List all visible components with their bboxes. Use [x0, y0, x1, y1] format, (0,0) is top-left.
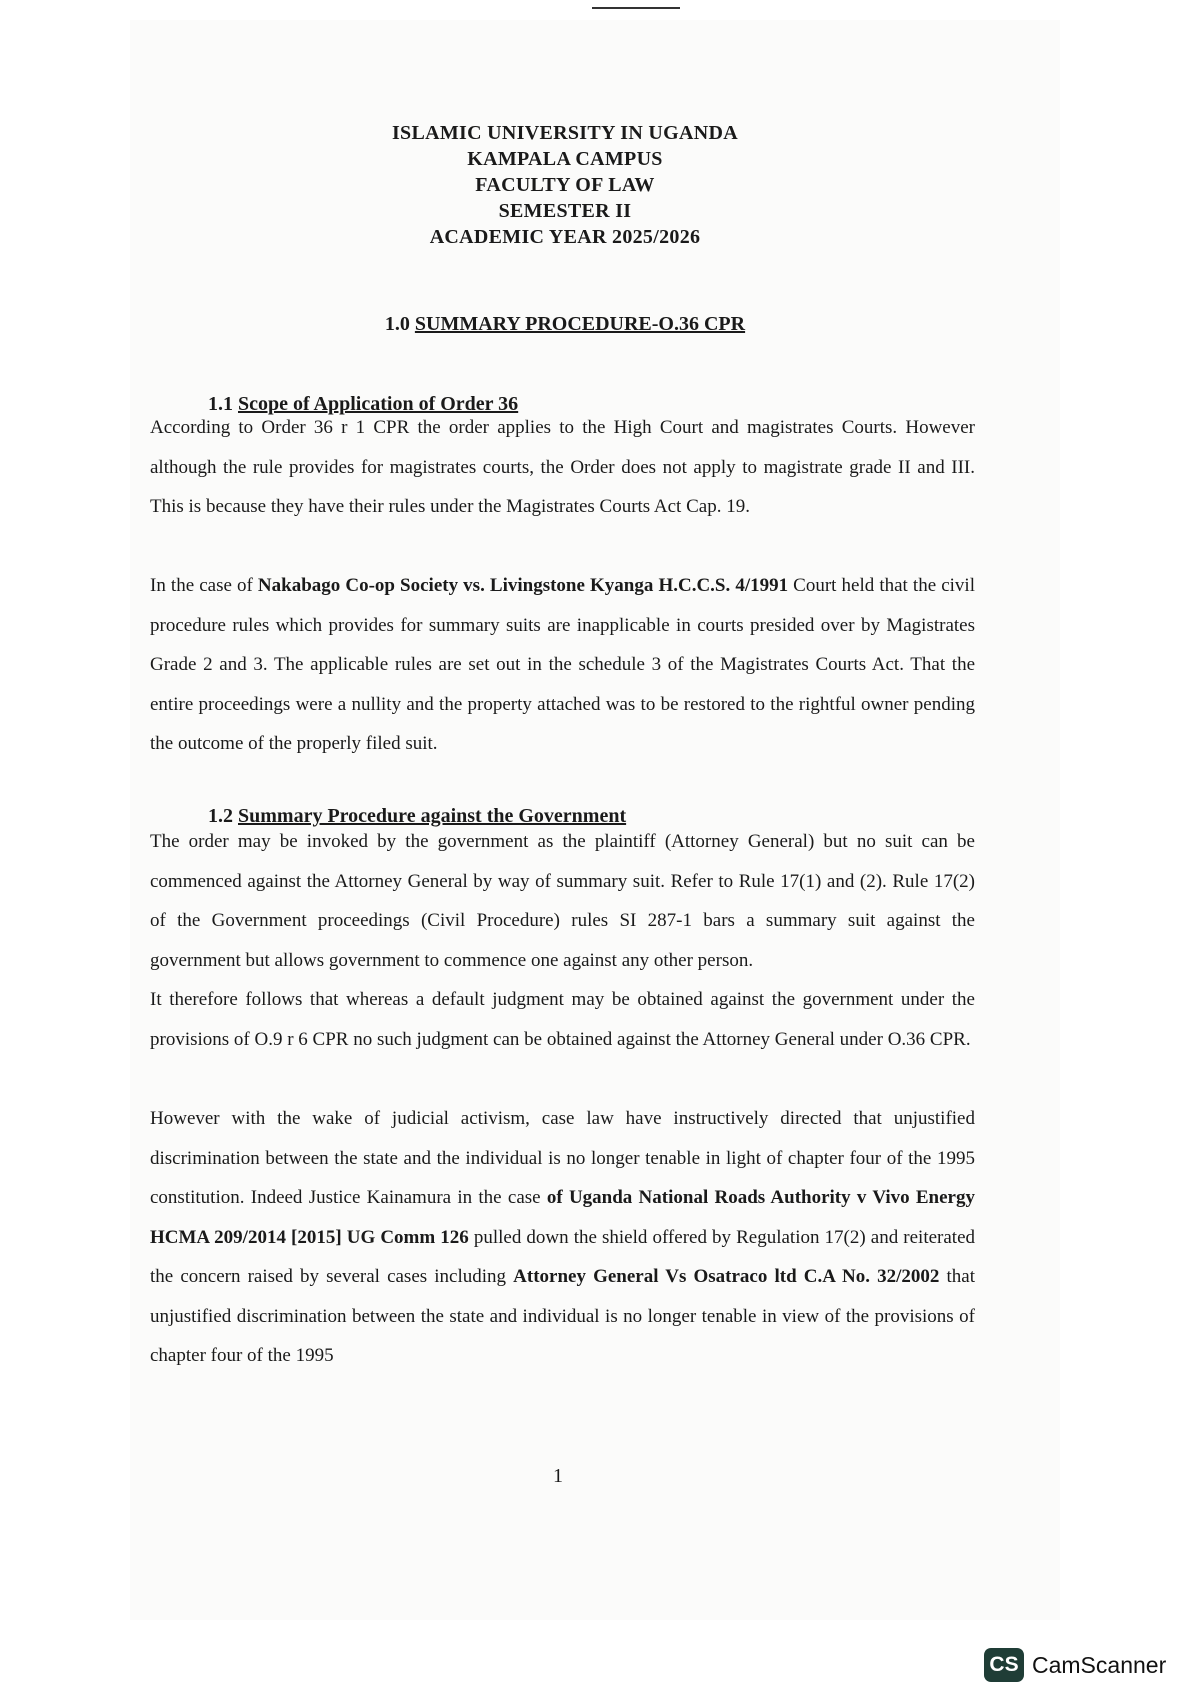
p2-end: Court held that the civil procedure rules which provides for summary suits are inapplicable in courts presided over by Magistrates Grade 2 and 3. The applicable rules are set out in the schedule 3 of the Magistrates Courts Act. That the entire proceedings were a nullity and the property attached was to be restored to the rightful owner pending the outcome of the properly filed suit.	[150, 575, 975, 754]
case-citation-unra: of Uganda National Roads Authority v Vivo Energy HCMA 209/2014 [2015] UG Comm 126	[150, 1187, 975, 1248]
section-1-1-number: 1.1	[208, 393, 233, 415]
p2-start: In the case of	[150, 575, 258, 596]
header-university: ISLAMIC UNIVERSITY IN UGANDA	[391, 122, 739, 144]
paragraph-default-judgment: It therefore follows that whereas a default judgment may be obtained against the government under the provisions of O.9 r 6 CPR no such judgment can be obtained against the Attorney General under O.36 CPR.	[150, 989, 975, 1050]
page-number: 1	[553, 1465, 563, 1487]
header-campus: KAMPALA CAMPUS	[467, 148, 663, 170]
paragraph-nakabago-case	[150, 566, 975, 764]
paragraph-judicial-activism	[150, 1099, 975, 1376]
header-semester: SEMESTER II	[498, 200, 632, 222]
p5-part-b: pulled down the shield offered by Regulation 17(2) and reiterated the concern raised by several cases including	[150, 1226, 975, 1287]
section-1-1-title: Scope of Application of Order 36	[238, 393, 519, 415]
paragraph-scope: According to Order 36 r 1 CPR the order applies to the High Court and magistrates Courts. However although the rule provides for magistrates courts, the Order does not apply to magistrate grade II and III. This is because they have their rules under the Magistrates Courts Act Cap. 19.	[150, 417, 975, 517]
paragraph-government: The order may be invoked by the government as the plaintiff (Attorney General) but no suit can be commenced against the Attorney General by way of summary suit. Refer to Rule 17(1) and (2). Rule 17(2) of the Government proceedings (Civil Procedure) rules SI 287-1 bars a summary suit against the government but allows government to commence one against any other person.	[150, 831, 975, 971]
p5-part-c: that unjustified discrimination between the state and individual is no longer tenable in view of the provisions of chapter four of the 1995	[150, 1266, 975, 1366]
header-faculty: FACULTY OF LAW	[475, 174, 655, 196]
camscanner-label: CamScanner	[1032, 1651, 1167, 1678]
main-heading-number: 1.0	[384, 313, 410, 335]
p5-part-a: However with the wake of judicial activism, case law have instructively directed that unjustified discrimination between the state and the individual is no longer tenable in light of chapter four of the 1995 constitution. Indeed Justice Kainamura in the case	[150, 1108, 975, 1208]
section-1-2-number: 1.2	[208, 805, 233, 827]
section-1-2-title: Summary Procedure against the Government	[238, 805, 627, 827]
document-header	[0, 120, 1130, 250]
camscanner-logo-icon: CS	[984, 1648, 1024, 1682]
main-heading-title: SUMMARY PROCEDURE-O.36 CPR	[414, 313, 746, 335]
case-citation-osatraco: Attorney General Vs Osatraco ltd C.A No. 32/2002	[513, 1266, 940, 1287]
header-academic-year: ACADEMIC YEAR 2025/2026	[429, 226, 701, 248]
case-citation-nakabago: Nakabago Co-op Society vs. Livingstone Kyanga H.C.C.S. 4/1991	[257, 575, 789, 596]
top-rule-mark	[592, 7, 680, 9]
camscanner-watermark	[984, 1648, 1166, 1682]
main-heading	[0, 313, 1130, 336]
